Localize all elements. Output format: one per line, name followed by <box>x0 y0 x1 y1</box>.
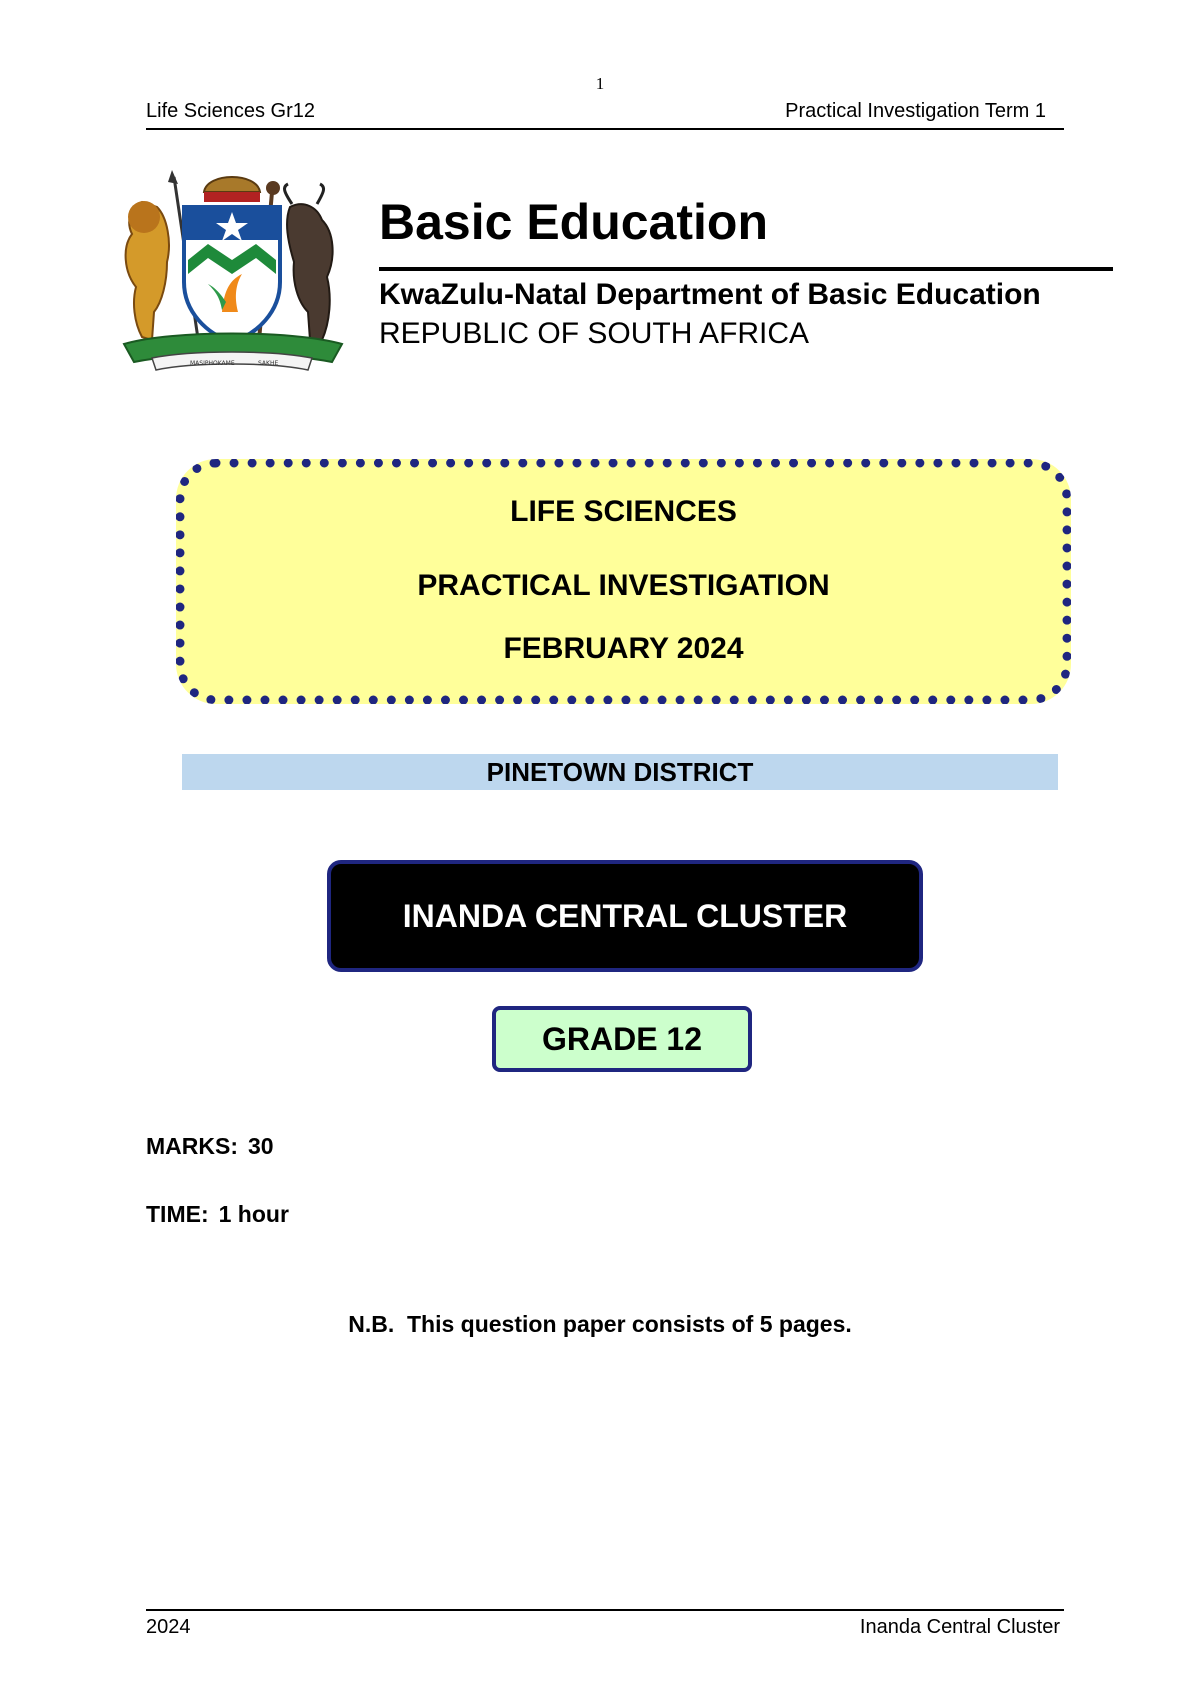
department-divider <box>379 267 1113 271</box>
svg-text:SAKHE: SAKHE <box>258 360 279 367</box>
header-right: Practical Investigation Term 1 <box>785 100 1046 122</box>
cluster-banner: INANDA CENTRAL CLUSTER <box>327 860 923 972</box>
subject-title: LIFE SCIENCES <box>510 495 737 528</box>
time-value: 1 hour <box>218 1201 289 1227</box>
coat-of-arms-icon <box>112 162 352 378</box>
header-left: Life Sciences Gr12 <box>146 100 315 122</box>
exam-date: FEBRUARY 2024 <box>503 632 744 665</box>
marks-value: 30 <box>248 1133 274 1159</box>
grade-badge: GRADE 12 <box>492 1006 752 1072</box>
time-label: TIME: <box>146 1201 209 1227</box>
page-number: 1 <box>595 74 605 93</box>
country-name: REPUBLIC OF SOUTH AFRICA <box>379 317 810 350</box>
time-line <box>146 1201 289 1228</box>
marks-line <box>146 1133 274 1160</box>
footer-cluster: Inanda Central Cluster <box>859 1616 1060 1638</box>
footer-year: 2024 <box>146 1616 191 1638</box>
district-banner: PINETOWN DISTRICT <box>182 754 1058 790</box>
department-name: KwaZulu-Natal Department of Basic Education <box>379 278 1041 311</box>
marks-label: MARKS: <box>146 1133 238 1159</box>
svg-text:MASIPHOKAME: MASIPHOKAME <box>190 360 235 367</box>
department-title: Basic Education <box>379 194 768 250</box>
page-footer <box>146 1609 1064 1641</box>
task-title: PRACTICAL INVESTIGATION <box>417 569 830 602</box>
title-box <box>176 459 1071 704</box>
page-header <box>146 100 1064 130</box>
page-count-note: N.B. This question paper consists of 5 pages. <box>348 1311 852 1337</box>
